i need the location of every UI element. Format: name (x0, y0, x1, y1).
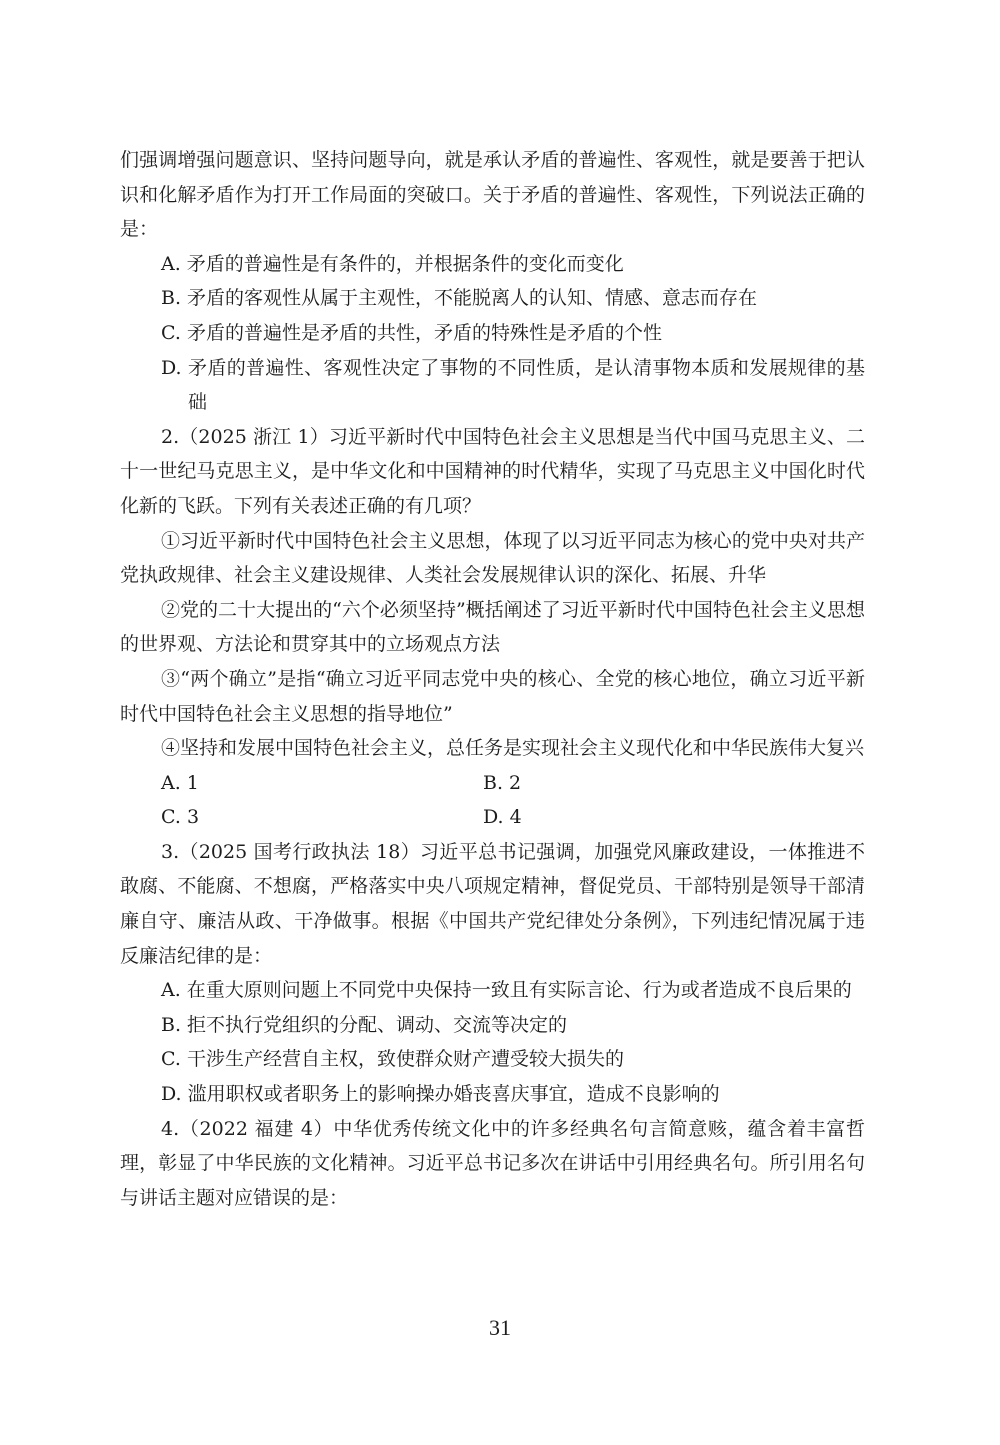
q2-statement-4: ④坚持和发展中国特色社会主义，总任务是实现社会主义现代化和中华民族伟大复兴 (161, 737, 865, 760)
q1-stem-continued: 们强调增强问题意识、坚持问题导向，就是承认矛盾的普遍性、客观性，就是要善于把认识和化解矛盾作为打开工作局面的突破口。关于矛盾的普遍性、客观性，下列说法正确的是： (120, 149, 865, 241)
q2-option-a: A. 1 (161, 771, 199, 794)
q2-statement-1: ①习近平新时代中国特色社会主义思想，体现了以习近平同志为核心的党中央对共产党执政规律、社会主义建设规律、人类社会发展规律认识的深化、拓展、升华 (120, 529, 865, 587)
q2-statement-3: ③“两个确立”是指“确立习近平同志党中央的核心、全党的核心地位，确立习近平新时代中国特色社会主义思想的指导地位” (120, 667, 865, 725)
q2-option-d: D. 4 (483, 806, 522, 829)
page-number: 31 (489, 1315, 511, 1340)
q3-option-c: C. 干涉生产经营自主权，致使群众财产遭受较大损失的 (161, 1048, 624, 1071)
q1-option-a: A. 矛盾的普遍性是有条件的，并根据条件的变化而变化 (161, 252, 624, 275)
q3-option-b: B. 拒不执行党组织的分配、调动、交流等决定的 (161, 1013, 568, 1036)
q3-stem: 3.（2025 国考行政执法 18）习近平总书记强调，加强党风廉政建设，一体推进不敢腐、不能腐、不想腐，严格落实中央八项规定精神，督促党员、干部特别是领导干部清廉自守、廉洁从政、干净做事。根据《中国共产党纪律处分条例》，下列违纪情况属于违反廉洁纪律的是： (120, 840, 865, 967)
q2-option-b: B. 2 (483, 771, 522, 794)
q2-statement-2: ②党的二十大提出的“六个必须坚持”概括阐述了习近平新时代中国特色社会主义思想的世界观、方法论和贯穿其中的立场观点方法 (120, 598, 865, 656)
q1-option-b: B. 矛盾的客观性从属于主观性，不能脱离人的认知、情感、意志而存在 (161, 287, 758, 310)
q4-stem: 4.（2022 福建 4）中华优秀传统文化中的许多经典名句言简意赅，蕴含着丰富哲理，彰显了中华民族的文化精神。习近平总书记多次在讲话中引用经典名句。所引用名句与讲话主题对应错误的是： (120, 1117, 865, 1209)
q2-stem: 2.（2025 浙江 1）习近平新时代中国特色社会主义思想是当代中国马克思主义、二十一世纪马克思主义，是中华文化和中国精神的时代精华，实现了马克思主义中国化时代化新的飞跃。下列有关表述正确的有几项？ (120, 425, 865, 517)
q1-option-c: C. 矛盾的普遍性是矛盾的共性，矛盾的特殊性是矛盾的个性 (161, 321, 662, 344)
page-content (120, 143, 865, 1215)
q3-option-a: A. 在重大原则问题上不同党中央保持一致且有实际言论、行为或者造成不良后果的 (161, 979, 852, 1002)
q3-option-d: D. 滥用职权或者职务上的影响操办婚丧喜庆事宜，造成不良影响的 (161, 1083, 720, 1106)
q1-option-d: D. 矛盾的普遍性、客观性决定了事物的不同性质，是认清事物本质和发展规律的基础 (161, 356, 865, 414)
q2-options-row-1 (120, 766, 865, 801)
q2-option-c: C. 3 (161, 806, 200, 829)
q2-options-row-2 (120, 800, 865, 835)
